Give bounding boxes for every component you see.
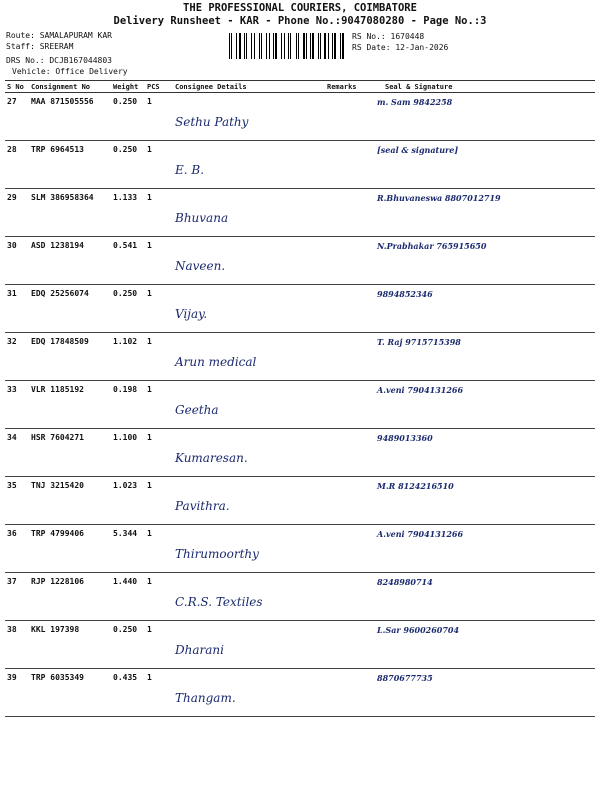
table-row [5, 333, 595, 381]
row-consignment-no: EDQ 17848509 [29, 333, 111, 381]
col-signature-header: Seal & Signature [375, 81, 595, 93]
barcode-bar [284, 33, 285, 59]
row-weight: 0.250 [111, 93, 145, 141]
table-row [5, 477, 595, 525]
runsheet-table [5, 80, 595, 717]
barcode-bar [290, 33, 291, 59]
barcode-bar [303, 33, 304, 59]
row-consignment-no: VLR 1185192 [29, 381, 111, 429]
barcode-bar [328, 33, 329, 59]
barcode-bar [275, 33, 277, 59]
barcode-bar [342, 33, 343, 59]
row-consignee: Sethu Pathy [173, 93, 325, 141]
row-sno: 29 [5, 189, 29, 237]
barcode-bar [288, 33, 289, 59]
row-consignment-no: SLM 386958364 [29, 189, 111, 237]
table-row [5, 621, 595, 669]
barcode-bar [320, 33, 321, 59]
barcode-bar [244, 33, 245, 59]
row-sno: 28 [5, 141, 29, 189]
barcode-bar [234, 33, 235, 59]
row-consignee: Kumaresan. [173, 429, 325, 477]
barcode-bar [256, 33, 258, 59]
row-remarks [325, 621, 375, 669]
barcode-bar [266, 33, 267, 59]
row-weight: 0.250 [111, 285, 145, 333]
row-weight: 1.100 [111, 429, 145, 477]
row-consignee: Pavithra. [173, 477, 325, 525]
row-consignee: Thirumoorthy [173, 525, 325, 573]
barcode-bar [324, 33, 325, 59]
barcode-bar [281, 33, 282, 59]
row-signature: R.Bhuvaneswa 8807012719 [375, 189, 595, 237]
barcode-bar [242, 33, 243, 59]
row-pcs: 1 [145, 429, 173, 477]
row-signature: 8248980714 [375, 573, 595, 621]
row-weight: 0.198 [111, 381, 145, 429]
row-weight: 5.344 [111, 525, 145, 573]
barcode-bar [270, 33, 271, 59]
row-pcs: 1 [145, 141, 173, 189]
row-remarks [325, 189, 375, 237]
row-remarks [325, 237, 375, 285]
drs-number: DRS No.: DCJB167044803 [6, 56, 112, 65]
row-consignment-no: KKL 197398 [29, 621, 111, 669]
row-consignment-no: TNJ 3215420 [29, 477, 111, 525]
barcode-bar [273, 33, 274, 59]
row-pcs: 1 [145, 333, 173, 381]
barcode-bar [323, 33, 324, 59]
barcode-bar [300, 33, 301, 59]
barcode-bar [236, 33, 237, 59]
row-sno: 34 [5, 429, 29, 477]
row-remarks [325, 525, 375, 573]
row-consignment-no: TRP 4799406 [29, 525, 111, 573]
row-weight: 1.023 [111, 477, 145, 525]
row-consignee: Thangam. [173, 669, 325, 717]
barcode-bar [345, 33, 346, 59]
row-consignment-no: MAA 871505556 [29, 93, 111, 141]
row-pcs: 1 [145, 477, 173, 525]
row-consignee: C.R.S. Textiles [173, 573, 325, 621]
row-pcs: 1 [145, 93, 173, 141]
row-consignee: Geetha [173, 381, 325, 429]
row-remarks [325, 333, 375, 381]
row-signature: 9894852346 [375, 285, 595, 333]
barcode-bar [296, 33, 297, 59]
row-consignment-no: TRP 6035349 [29, 669, 111, 717]
row-consignee: Bhuvana [173, 189, 325, 237]
row-consignee: E. B. [173, 141, 325, 189]
row-signature: 8870677735 [375, 669, 595, 717]
row-weight: 0.435 [111, 669, 145, 717]
barcode-bar [269, 33, 270, 59]
row-signature: A.veni 7904131266 [375, 525, 595, 573]
barcode-bar [279, 33, 280, 59]
table-row [5, 189, 595, 237]
table-row [5, 93, 595, 141]
col-remarks-header: Remarks [325, 81, 375, 93]
row-consignment-no: RJP 1228106 [29, 573, 111, 621]
row-sno: 37 [5, 573, 29, 621]
row-pcs: 1 [145, 285, 173, 333]
row-sno: 38 [5, 621, 29, 669]
row-signature: A.veni 7904131266 [375, 381, 595, 429]
barcode-bar [298, 33, 299, 59]
row-consignment-no: ASD 1238194 [29, 237, 111, 285]
row-pcs: 1 [145, 669, 173, 717]
barcode-bar [259, 33, 260, 59]
row-weight: 0.541 [111, 237, 145, 285]
row-signature: M.R 8124216510 [375, 477, 595, 525]
row-signature: T. Raj 9715715398 [375, 333, 595, 381]
row-signature: [seal & signature] [375, 141, 595, 189]
row-sno: 35 [5, 477, 29, 525]
row-pcs: 1 [145, 621, 173, 669]
barcode-bar [315, 33, 316, 59]
barcode-bar [308, 33, 309, 59]
row-sno: 31 [5, 285, 29, 333]
barcode-bar [254, 33, 255, 59]
col-consignment-header: Consignment No [29, 81, 111, 93]
row-sno: 36 [5, 525, 29, 573]
table-row [5, 669, 595, 717]
row-remarks [325, 141, 375, 189]
rs-number: RS No.: 1670448 [352, 32, 425, 41]
row-remarks [325, 669, 375, 717]
barcode-bar [306, 33, 307, 59]
col-weight-header: Weight [111, 81, 145, 93]
row-remarks [325, 93, 375, 141]
barcode-image [229, 33, 347, 59]
table-header-row [5, 81, 595, 93]
barcode-bar [334, 33, 336, 59]
row-weight: 1.102 [111, 333, 145, 381]
barcode-bar [340, 33, 341, 59]
barcode-bar [318, 33, 319, 59]
row-remarks [325, 573, 375, 621]
table-row [5, 285, 595, 333]
row-remarks [325, 477, 375, 525]
barcode-bar [246, 33, 247, 59]
row-consignment-no: TRP 6964513 [29, 141, 111, 189]
row-signature: N.Prabhakar 765915650 [375, 237, 595, 285]
row-consignee: Naveen. [173, 237, 325, 285]
barcode-bar [293, 33, 295, 59]
row-sno: 27 [5, 93, 29, 141]
row-signature: 9489013360 [375, 429, 595, 477]
barcode-bar [312, 33, 314, 59]
row-pcs: 1 [145, 237, 173, 285]
staff-label: Staff: SREERAM [6, 42, 74, 51]
barcode-bar [329, 33, 330, 59]
barcode-bar [332, 33, 333, 59]
col-pcs-header: PCS [145, 81, 173, 93]
table-row [5, 381, 595, 429]
table-row [5, 525, 595, 573]
row-pcs: 1 [145, 525, 173, 573]
company-title: THE PROFESSIONAL COURIERS, COIMBATORE [183, 2, 417, 14]
table-row [5, 237, 595, 285]
table-row [5, 429, 595, 477]
vehicle-label: Vehicle: Office Delivery [12, 67, 128, 76]
barcode-bar [251, 33, 252, 59]
row-consignment-no: EDQ 25256074 [29, 285, 111, 333]
row-pcs: 1 [145, 189, 173, 237]
barcode-bar [239, 33, 241, 59]
row-consignee: Vijay. [173, 285, 325, 333]
row-weight: 0.250 [111, 621, 145, 669]
row-sno: 33 [5, 381, 29, 429]
row-remarks [325, 285, 375, 333]
row-pcs: 1 [145, 381, 173, 429]
row-consignee: Arun medical [173, 333, 325, 381]
row-sno: 32 [5, 333, 29, 381]
barcode-bar [310, 33, 311, 59]
barcode-bar [285, 33, 286, 59]
col-sno-header: S No [5, 81, 29, 93]
row-remarks [325, 381, 375, 429]
barcode-bar [248, 33, 249, 59]
row-signature: L.Sar 9600260704 [375, 621, 595, 669]
row-sno: 39 [5, 669, 29, 717]
rs-date: RS Date: 12-Jan-2026 [352, 43, 449, 52]
barcode-bar [261, 33, 262, 59]
row-consignment-no: HSR 7604271 [29, 429, 111, 477]
table-row [5, 141, 595, 189]
row-pcs: 1 [145, 573, 173, 621]
row-consignee: Dharani [173, 621, 325, 669]
route-label: Route: SAMALAPURAM KAR [6, 31, 112, 40]
barcode-bar [231, 33, 232, 59]
barcode-bar [338, 33, 339, 59]
row-signature: m. Sam 9842258 [375, 93, 595, 141]
row-remarks [325, 429, 375, 477]
runsheet-subtitle: Delivery Runsheet - KAR - Phone No.:9047080280 - Page No.:3 [113, 15, 487, 27]
barcode-bar [264, 33, 265, 59]
row-weight: 0.250 [111, 141, 145, 189]
row-weight: 1.440 [111, 573, 145, 621]
table-row [5, 573, 595, 621]
col-consignee-header: Consignee Details [173, 81, 325, 93]
barcode-bar [229, 33, 230, 59]
row-weight: 1.133 [111, 189, 145, 237]
row-sno: 30 [5, 237, 29, 285]
